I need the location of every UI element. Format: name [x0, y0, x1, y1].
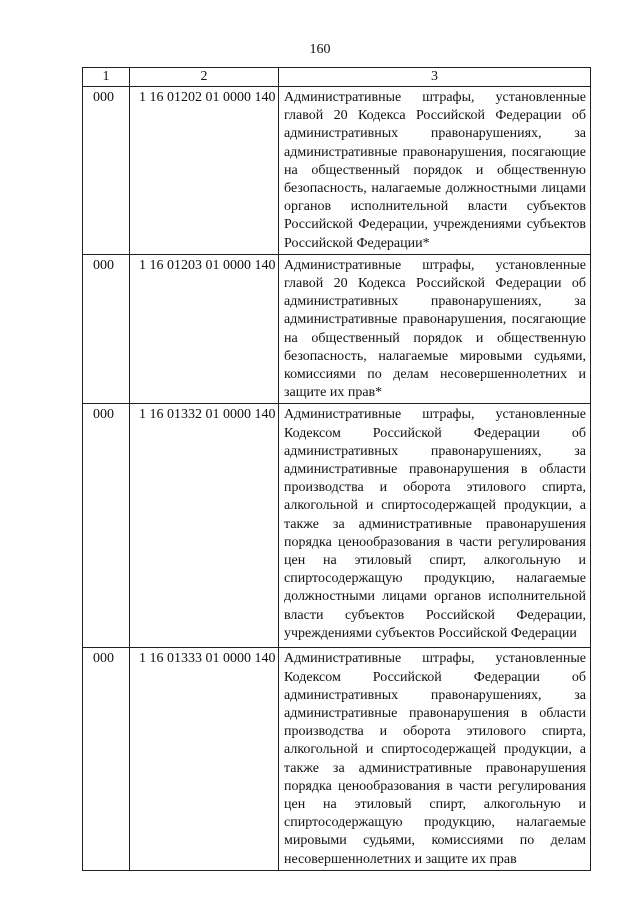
description-cell: Административные штрафы, установленные главой 20 Кодекса Российской Федерации об административных правонарушениях, за административные правонарушения, посягающие на общественный порядок и общественную безопасность, налагаемые должностными лицами органов исполнительной власти субъектов Российской Федерации, учреждениями субъектов Российской Федерации* [279, 87, 591, 255]
admin-code-cell: 000 [83, 254, 130, 404]
kbk-code-cell: 1 16 01333 01 0000 140 [130, 648, 279, 870]
budget-classification-table [82, 67, 591, 871]
table-header-row [83, 68, 591, 87]
description-cell: Административные штрафы, установленные Кодексом Российской Федерации об административных правонарушениях, за административные правонарушения в области производства и оборота этилового спирта, алкогольной и спиртосодержащей продукции, а также за административные правонарушения порядка ценообразования в части регулирования цен на этиловый спирт, алкогольную и спиртосодержащую продукцию, налагаемые мировыми судьями, комиссиями по делам несовершеннолетних и защите их прав [279, 648, 591, 870]
admin-code-cell: 000 [83, 404, 130, 648]
column-header-2: 2 [130, 68, 279, 87]
description-cell: Административные штрафы, установленные Кодексом Российской Федерации об административных правонарушениях, за административные правонарушения в области производства и оборота этилового спирта, алкогольной и спиртосодержащей продукции, а также за административные правонарушения порядка ценообразования в части регулирования цен на этиловый спирт, алкогольную и спиртосодержащую продукцию, налагаемые должностными лицами органов исполнительной власти субъектов Российской Федерации, учреждениями субъектов Российской Федерации [279, 404, 591, 648]
kbk-code-cell: 1 16 01202 01 0000 140 [130, 87, 279, 255]
kbk-code-cell: 1 16 01332 01 0000 140 [130, 404, 279, 648]
table-header [83, 68, 591, 87]
description-cell: Административные штрафы, установленные главой 20 Кодекса Российской Федерации об административных правонарушениях, за административные правонарушения, посягающие на общественный порядок и общественную безопасность, налагаемые мировыми судьями, комиссиями по делам несовершеннолетних и защите их прав* [279, 254, 591, 404]
admin-code-cell: 000 [83, 648, 130, 870]
kbk-code-cell: 1 16 01203 01 0000 140 [130, 254, 279, 404]
table-row [83, 404, 591, 648]
table-row [83, 87, 591, 255]
column-header-1: 1 [83, 68, 130, 87]
table-body [83, 87, 591, 871]
table-row [83, 648, 591, 870]
table-row [83, 254, 591, 404]
page-number: 160 [309, 42, 331, 57]
admin-code-cell: 000 [83, 87, 130, 255]
column-header-3: 3 [279, 68, 591, 87]
